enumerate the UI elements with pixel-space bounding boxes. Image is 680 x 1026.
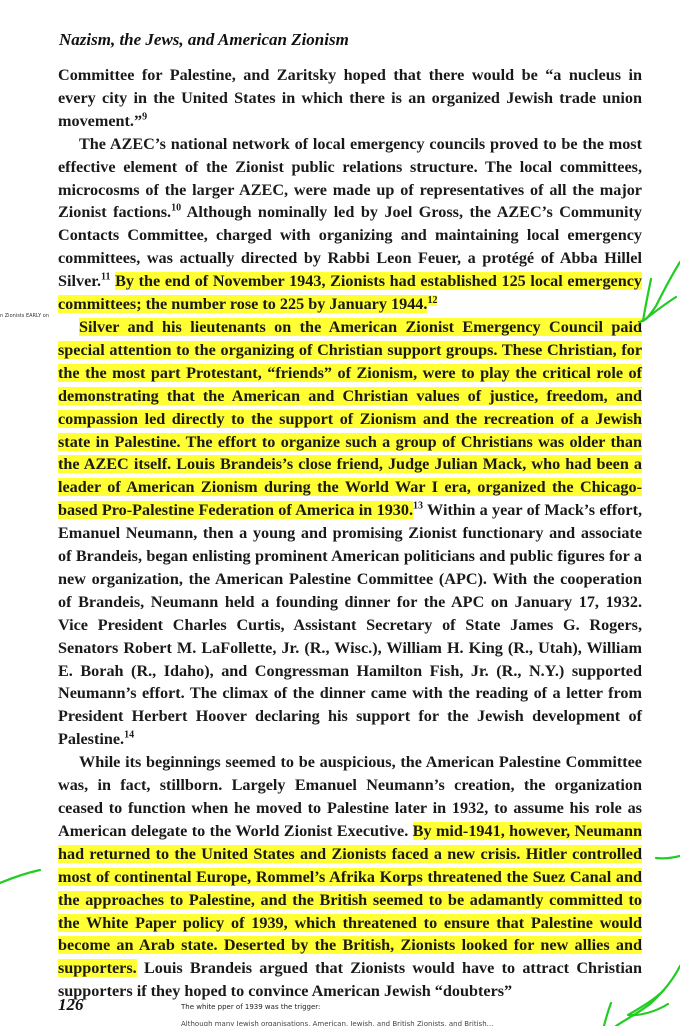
running-header: Nazism, the Jews, and American Zionism xyxy=(59,30,349,49)
paragraph xyxy=(58,316,642,751)
highlighted-text: By mid-1941, however, Neumann had returned to the United States and Zionists faced a new crisis. Hitler controlled most of continental Europe, Rommel’s Afrika Korps threatened the Suez Canal and the approaches to Palestine, and the British seemed to be adamantly committed to the White Paper policy of 1939, which threatened to ensure that Palestine would become an Arab state. Deserted by the British, Zionists looked for new allies and supporters. xyxy=(58,821,642,978)
footnote-ref: 9 xyxy=(142,111,148,123)
footnote-ref: 14 xyxy=(124,729,135,741)
text-run: Louis Brandeis argued that Zionists would have to attract Christian supporters if they hoped to convince American Jewish “doubters” xyxy=(58,959,642,1001)
body-text xyxy=(58,64,642,1003)
page-number: 126 xyxy=(58,995,84,1014)
ink-arrow-top xyxy=(643,279,676,321)
highlighted-text: By the end of November 1943, Zionists had established 125 local emergency committees; the number rose to 225 by January 1944. xyxy=(58,272,643,314)
text-run: Although nominally led by Joel Gross, the AZEC’s Community Contacts Committee, charged with organizing and maintaining local emergency committees, was actually directed by Rabbi Leon Feuer, a protégé of Abba Hillel Silver. xyxy=(58,203,642,291)
ink-stroke-right xyxy=(656,856,680,858)
highlighted-text: Silver and his lieutenants on the American Zionist Emergency Council paid special attention to the organizing of Christian support groups. These Christian, for the the most part Protestant, “friends” of Zionism, were to play the critical role of demonstrating that the American and Christian values of justice, freedom, and compassion led directly to the support of Zionism and the recreation of a Jewish state in Palestine. The effort to organize such a group of Christians was older than the AZEC itself. Louis Brandeis’s close friend, Judge Julian Mack, who had been a leader of American Zionism during the World War I era, organized the Chicago-based Pro-Palestine Federation of America in 1930. xyxy=(58,317,642,520)
paragraph xyxy=(58,751,642,1003)
paragraph xyxy=(58,133,642,316)
text-run: The AZEC’s national network of local emergency councils proved to be the most effective element of the Zionist public relations structure. The local committees, microcosms of the larger AZEC, were made up of representatives of all the major Zionist factions. xyxy=(58,134,642,222)
text-run: While its beginnings seemed to be auspicious, the American Palestine Committee was, in fact, stillborn. Largely Emanuel Neumann’s creation, the organization ceased to function when he moved to Palestine later in 1932, to assume his role as American delegate to the World Zionist Executive. xyxy=(58,753,642,840)
ink-scribble-bottom-3 xyxy=(604,1003,611,1026)
ink-bracket-top xyxy=(640,262,680,322)
footnote-ref: 10 xyxy=(171,203,182,215)
ink-stroke-left xyxy=(0,870,40,883)
text-run: Committee for Palestine, and Zaritsky hoped that there would be “a nucleus in every city in the United States in which there is an organized Jewish trade union movement.” xyxy=(58,66,642,130)
margin-annotation: n Zionists EARLY on xyxy=(0,313,49,319)
bottom-annotation: The white pper of 1939 was the trigger: xyxy=(181,1003,321,1011)
paragraph xyxy=(58,64,642,133)
footnote-ref: 13 xyxy=(413,500,424,512)
text-run: Within a year of Mack’s effort, Emanuel Neumann, then a young and promising Zionist functionary and associate of Brandeis, began enlisting prominent American politicians and public figures for a new organization, the American Palestine Committee (APC). With the cooperation of Brandeis, Neumann held a founding dinner for the APC on January 17, 1932. Vice President Charles Curtis, Assistant Secretary of State James G. Rogers, Senators Robert M. LaFollette, Jr. (R., Wisc.), William H. King (R., Utah), William E. Borah (R., Idaho), and Congressman Hamilton Fish, Jr. (R., N.Y.) supported Neumann’s effort. The climax of the dinner came with the reading of a letter from President Herbert Hoover declaring his support for the Jewish development of Palestine. xyxy=(58,501,643,749)
footnote-ref: 11 xyxy=(101,271,111,283)
bottom-annotation-cut: Although many Jewish organisations, American, Jewish, and British Zionists, and British... xyxy=(181,1020,494,1026)
footnote-ref: 12 xyxy=(427,294,438,306)
